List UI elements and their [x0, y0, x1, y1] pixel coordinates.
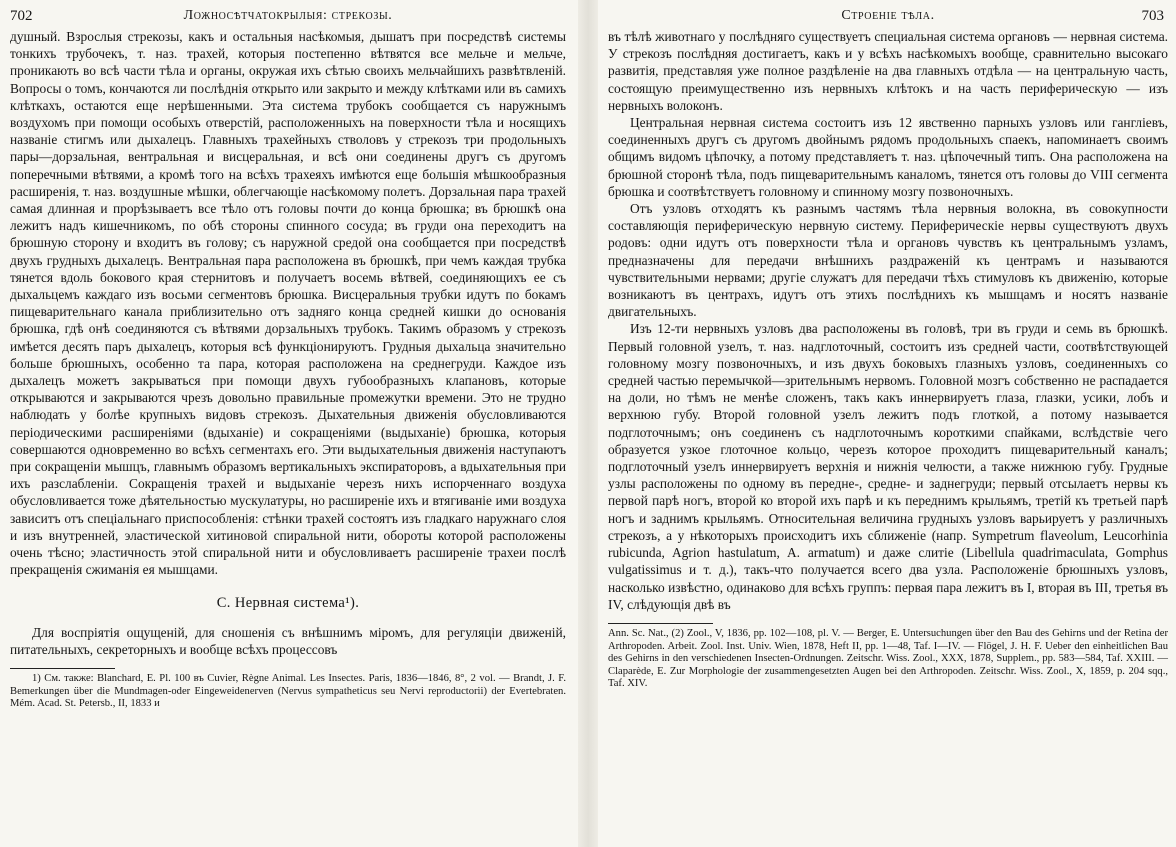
footnote [608, 628, 1168, 691]
body-text [10, 28, 566, 579]
footnote-text: Ann. Sc. Nat., (2) Zool., V, 1836, pp. 102—108, pl. V. — Berger, E. Untersuchungen über den Bau des Gehirns und der Retina der Arthropoden. Arbeit. Zool. Inst. Univ. Wien, 1878, Heft II, pp. 1—48, Taf. I—IV. — Flögel, J. H. F. Ueber den einheitlichen Bau des Gehirns in den verschiedenen Insecten-Ordnungen. Zeitschr. Wiss. Zool., XXX, 1878, Supplem., pp. 583—584, Taf. XXIII. — Claparède, E. Zur Morphologie der zusammengesetzten Augen bei den Arthropoden. Zeitschr. Wiss. Zool., X, 1859, p. 204 sqq., Taf. XIV. [608, 627, 1168, 690]
section-body [10, 624, 566, 658]
footnote-text: 1) См. также: Blanchard, E. Pl. 100 въ Cuvier, Règne Animal. Les Insectes. Paris, 1836—1846, 8°, 2 vol. — Brandt, J. F. Bemerkungen über die Mundmagen-oder Eingeweidenerven (Nervus sympatheticus seu Nervi reproductorii) der Evertebraten. Mém. Acad. St. Petersb., II, 1833 и [10, 672, 566, 710]
page-number: 702 [10, 8, 33, 24]
running-head [608, 4, 1168, 28]
right-page [598, 0, 1176, 847]
body-text [608, 28, 1168, 613]
paragraph: Для воспріятія ощущеній, для сношенія съ внѣшнимъ міромъ, для регуляціи движеній, питательныхъ, секреторныхъ и вообще всѣхъ процессовъ [10, 624, 566, 657]
section-heading: C. Нервная система¹). [216, 594, 360, 611]
page-number: 703 [1141, 8, 1164, 24]
footnote [10, 673, 566, 711]
paragraph: Центральная нервная система состоитъ изъ 12 явственно парныхъ узловъ или гангліевъ, соединенныхъ другъ съ другомъ двойнымъ рядомъ продольныхъ спаекъ, напоминаетъ своимъ общимъ видомъ цѣпочку, а потому представляетъ т. наз. цѣпочечный типъ. Она расположена на брюшной сторонѣ тѣла, подъ пищеварительнымъ каналомъ, тянется отъ головы до VIII сегмента брюшка и соотвѣтствуетъ головному и спинному мозгу позвоночныхъ. [608, 115, 1168, 199]
footnote-rule [10, 668, 115, 669]
running-title: Ложносѣтчатокрылыя: стрекозы. [183, 8, 393, 23]
paragraph: душный. Взрослыя стрекозы, какъ и остальныя насѣкомыя, дышатъ при посредствѣ системы тонкихъ трубочекъ, т. наз. трахей, которыя постепенно вѣтвятся все мельче и мельче, проникають во всѣ части тѣла и органы, окружая ихъ сѣтью своихъ мельчайшихъ развѣтвленій. Вопросы о томъ, кончаются ли послѣднія открыто или закрыто и между клѣтками или въ самихъ клѣткахъ, остаются еще нерѣшенными. Эта система трубокъ сообщается съ наружнымъ воздухомъ при помощи особыхъ отверстій, расположенныхъ на поверхности тѣла и носящихъ названіе стигмъ или дыхалецъ. Главныхъ трахейныхъ стволовъ у стрекозъ три продольныхъ пары—дорзальная, вентральная и висцеральная, и всѣ они соединены другъ съ другомъ поперечными вѣтвями, а кромѣ того на всѣхъ трахеяхъ имѣются еще большія мѣшкообразныя расширенія, т. наз. воздушные мѣшки, облегчающіе насѣкомому полетъ. Дорзальная пара трахей самая длинная и прорѣзываетъ все тѣло отъ головы почти до конца брюшка; въ брюшкѣ она лежитъ надъ кишечникомъ, по обѣ стороны спинного сосуда; въ груди она переходитъ на брюшную сторону и входитъ въ голову; съ наружной средой она сообщается при посредствѣ двухъ грудныхъ дыхалецъ. Вентральная пара расположена въ брюшкѣ, при чемъ каждая трубка тянется вдоль бокового края стернитовъ и получаетъ восемь вѣтвей, соединяющихъ ее съ дыхальцемъ каждаго изъ восьми сегментовъ брюшка. Висцеральныя трубки идутъ по бокамъ пищеварительнаго канала приблизительно отъ задняго конца средней кишки до основанія брюшка, гдѣ онѣ соединяются съ вѣтвями дорзальныхъ трубокъ. Такимъ образомъ у стрекозъ имѣется десять паръ дыхалецъ, которыя всѣ функціонируютъ. Грудныя дыхальца значительно больше брюшныхъ, особенно та пара, которая расположена на среднегруди. Каждое изъ дыхалецъ можетъ закрываться при помощи двухъ губообразныхъ клапановъ, которые открываются и закрываются чрезъ довольно правильные промежутки времени. Это не трудно наблюдать у болѣе крупныхъ видовъ стрекозъ. Дыхательныя движенія обусловливаются періодическими расширеніями (вдыханіе) и сокращеніями (выдыханіе) брюшка, которыя совершаются одновременно во всѣхъ сегментахъ его. Эти выдыхательныя движенія наступаютъ при сокращеніи мышцъ, главнымъ образомъ вертикальныхъ экспираторовъ, а вдыхательныя при ихъ разслабленіи. Сокращенія трахей и выдыханіе черезъ нихъ испорченнаго воздуха обусловливается тоже дѣятельностью мускулатуры, но расширеніе ихъ и втягиваніе ими воздуха зависитъ отъ спеціальнаго приспособленія: стѣнки трахей состоятъ изъ гладкаго наружнаго слоя и изъ внутренней, эластической хитиновой спиральной нити, обороты которой расположены очень тѣсно; эластичность этой спиральной нити и обусловливаетъ расширеніе трахеи послѣ прекращенія сжиманія ея мышцами. [10, 29, 566, 578]
paragraph: Отъ узловъ отходятъ къ разнымъ частямъ тѣла нервныя волокна, въ совокупности составляющія периферическую нервную систему. Периферическіе нервы существуютъ двухъ родовъ: одни идутъ отъ поверхности тѣла и органовъ чувствъ къ центральнымъ узламъ, предназначены для передачи внѣшнихъ раздраженій къ центрамъ и называются чувствительными нервами; другіе служатъ для передачи тѣхъ стимуловъ къ движенію, которые возникаютъ въ центрахъ, идутъ отъ этихъ послѣднихъ къ мышцамъ и носятъ названіе двигательныхъ. [608, 201, 1168, 320]
running-title: Строеніе тѣла. [841, 8, 935, 23]
book-gutter [578, 0, 598, 847]
running-head [10, 4, 566, 28]
left-page [0, 0, 578, 847]
paragraph: Изъ 12-ти нервныхъ узловъ два расположены въ головѣ, три въ груди и семь въ брюшкѣ. Первый головной узелъ, т. наз. надглоточный, состоитъ изъ средней части, соотвѣтствующей головному мозгу позвоночныхъ, и изъ двухъ боковыхъ глазныхъ узловъ, соединенныхъ со средней частью перемычкой—зрительнымъ нервомъ. Головной мозгъ собственно не распадается на доли, но тѣмъ не менѣе сложенъ, такъ какъ иннервируетъ глаза, глазки, усики, лобъ и верхнюю губу. Второй головной узелъ лежитъ подъ глоткой, а потому называется подглоточнымъ; онъ соединенъ съ надглоточнымъ короткими спайками, вслѣдствіе чего образуется узкое глоточное кольцо, черезъ которое проходитъ пищеварительный каналъ; подглоточный узелъ иннервируетъ верхнія и нижнія челюсти, а также нижнюю губу. Грудные узлы расположены по одному въ передне-, средне- и заднегруди; первый отсылаетъ нервы къ первой парѣ ногъ, второй ко второй ихъ парѣ и къ переднимъ крыльямъ, третій къ третьей парѣ ногъ и заднимъ крыльямъ. Относительная величина грудныхъ узловъ варьируетъ у различныхъ стрекозъ, а у нѣкоторыхъ происходитъ ихъ сближеніе (напр. Sympetrum flaveolum, Leucorhinia rubicunda, Agrion hastulatum, A. armatum) и даже слитіе (Libellula quadrimaculata, Gomphus vulgatissimus и т. д.), такъ-что получается всего два узла. Расположеніе брюшныхъ узловъ, насколько извѣстно, одинаково для всѣхъ группъ: первая пара лежитъ въ I, вторая въ III, третья въ IV, слѣдующія двѣ въ [608, 321, 1168, 612]
paragraph: въ тѣлѣ животнаго у послѣдняго существуетъ специальная система органовъ — нервная система. У стрекозъ послѣдняя достигаетъ, какъ и у всѣхъ насѣкомыхъ вообще, сравнительно высокаго развитія, представляя уже полное раздѣленіе на два главныхъ отдѣла — на центральную часть, состоящую преимущественно изъ нервныхъ клѣтокъ и на часть периферическую — изъ нервныхъ волоконъ. [608, 29, 1168, 113]
footnote-rule [608, 623, 713, 624]
